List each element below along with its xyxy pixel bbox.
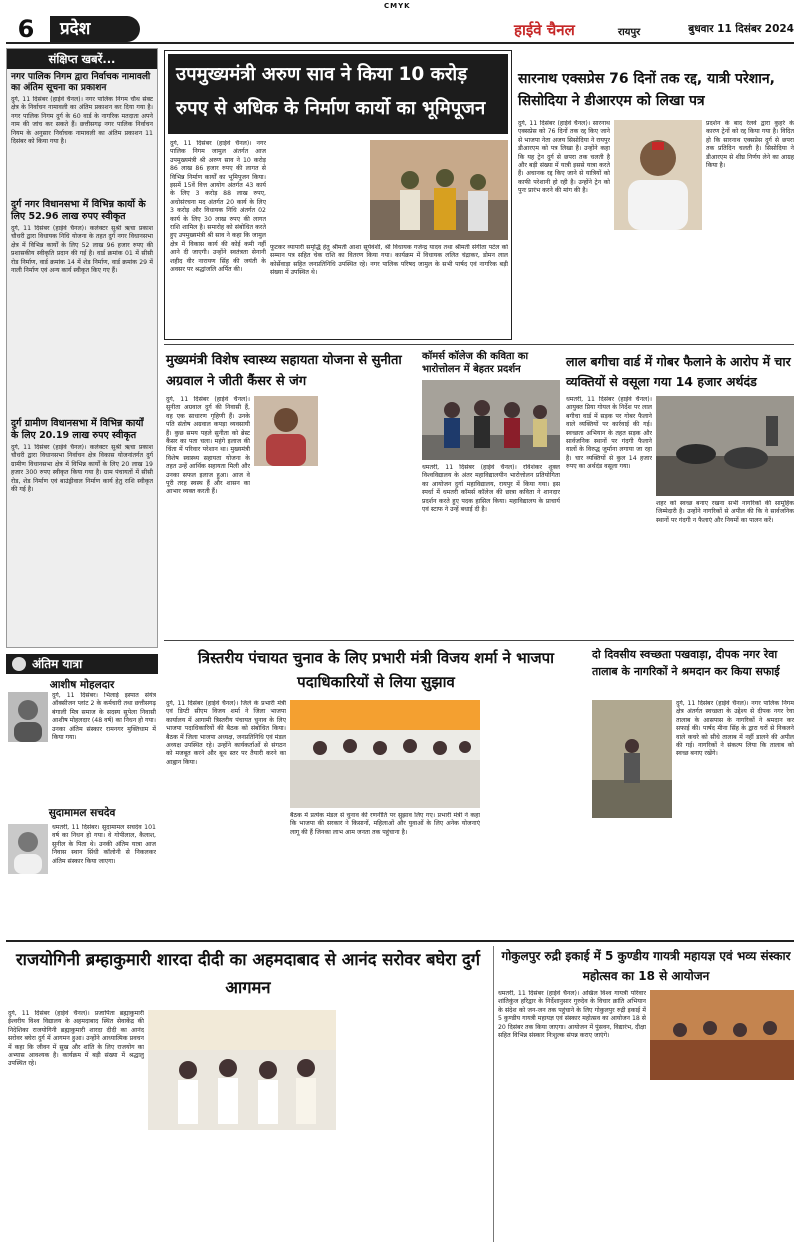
obituary-1-photo	[8, 692, 48, 742]
cleanliness-photo	[592, 700, 672, 818]
poetry-photo	[422, 380, 560, 460]
obituary-2-name: सुदामामल सचदेव	[48, 807, 116, 819]
final-journey-label: अंतिम यात्रा	[32, 657, 83, 671]
obituary-2-photo	[8, 824, 48, 874]
section-tab	[50, 16, 140, 42]
cancer-photo	[254, 396, 318, 466]
final-journey-title	[6, 654, 158, 674]
gayatri-headline: गोकुलपुर रुद्री इकाई में 5 कुण्डीय गायत्री महायज्ञ एवं भव्य संस्कार महोत्सव का 18 से आयोजन	[501, 949, 791, 983]
lead-story-body-3: फूटकर व्यापारी समृद्धि हेतु श्रीमती आशा सूर्यवंशी, श्री विधायक गजेन्द्र यादव तथा श्रीमती संगीता पटेल को सम्मान पत्र सहित चेक राशि का वितरण किया गया। कार्यक्रम में विधायक ललित चंद्राकर, डोमन लाल कोर्सेवाड़ा सहित जनप्रतिनिधि उपस्थित रहे। नगर पालिक परिषद जामुल के सभी पार्षद एवं नागरिक बड़ी संख्या में उपस्थित थे।	[270, 244, 508, 277]
final-journey-icon	[12, 657, 26, 671]
brief-item-1-body: दुर्ग, 11 दिसंबर (हाईवे चैनल)। नगर पालिक निगम चौथ सेक्ट क्षेत्र के निर्वाचन नामावली का अंतिम प्रकाशन कर दिया गया है। नगर पालिक निगम दुर्ग के 60 वार्ड के नागरिक मतदाता अपने नाम की जांच कर सकते हैं। छत्तीसगढ़ नगर पालिक निर्वाचन नियम के अनुसार निर्वाचक नामावली का अंतिम प्रकाशन 11 दिसंबर को किया गया है।	[11, 96, 153, 146]
brief-item-2-headline: दुर्ग नगर विधानसभा में विभिन्न कार्यो के लिए 52.96 लाख रुपए स्वीकृत	[11, 199, 146, 222]
page-number: 6	[17, 15, 35, 43]
brahmakumari-photo	[148, 1010, 336, 1130]
gayatri-body: धमतरी, 11 दिसंबर (हाईवे चैनल)। अखिल विश्व गायत्री परिवार शांतिकुंज हरिद्वार के निर्देशानुसार गुरुदेव के विचार क्रांति अभियान के संदेश को जन-जन तक पहुंचाने के लिए गोकुलपुर रुद्री इकाई में 5 कुण्डीय गायत्री महायज्ञ एवं संस्कार महोत्सव का आयोजन 18 से 20 दिसंबर तक किया जाएगा। आयोजन में पुंसवन, विद्यारंभ, दीक्षा सहित विभिन्न संस्कार निःशुल्क संपन्न कराए जाएंगे।	[498, 990, 646, 1040]
sarnath-body-2: प्रदर्शन के बाद रेलवे द्वारा कुहरे के कारण ट्रेनों को रद्द किया गया है। विदित हो कि सारनाथ एक्सप्रेस दुर्ग से छपरा तक प्रतिदिन चलती है। सिसोदिया ने डीआरएम से शीघ्र निर्णय लेने का आग्रह किया है।	[706, 120, 794, 170]
divider-vertical-bottom	[493, 946, 494, 1242]
gayatri-body-2	[498, 1120, 646, 1240]
divider-top	[164, 344, 794, 345]
divider-mid	[164, 640, 794, 641]
section-name: प्रदेश	[60, 19, 91, 39]
lead-story-body-1: दुर्ग, 11 दिसंबर (हाईवे चैनल)। नगर पालिक निगम जामुल अंतर्गत आज उपमुख्यमंत्री श्री अरुण साव ने 10 करोड़ 86 लाख 86 हजार रुपए की लागत से विभिन्न निर्माण कार्यों का भूमिपूजन किया। इसमें 15वें वित्त आयोग अंतर्गत 43 कार्य के लिए 3 करोड़ 88 लाख रुपए, अधोसंरचना मद अंतर्गत 20 कार्य के लिए 3 करोड़ और विधायक निधि अंतर्गत 02 कार्य के लिए 30 लाख रुपए की लागत राशि शामिल है। समारोह को संबोधित करते हुए उपमुख्यमंत्री श्री साव ने कहा कि जामुल क्षेत्र में विकास कार्य की कोई कमी नहीं आने दी जाएगी। उन्होंने स्वतंत्रता सेनानी शहीद वीर नारायण सिंह की जयंती के अवसर पर श्रद्धांजलि अर्पित की।	[170, 140, 266, 274]
panchayat-headline: त्रिस्तरीय पंचायत चुनाव के लिए प्रभारी मंत्री विजय शर्मा ने भाजपा पदाधिकारियों से लिया सुझाव	[197, 649, 555, 691]
sarnath-photo	[614, 120, 702, 230]
lalbagicha-photo	[656, 396, 794, 496]
brief-item-2-body: दुर्ग, 11 दिसंबर (हाईवे चैनल)। कलेक्टर सुश्री ऋचा प्रकाश चौधरी द्वारा विधायक निधि योजना के तहत दुर्ग नगर विधानसभा क्षेत्र में विभिन्न कार्यों के लिए 52 लाख 96 हजार रुपए की प्रशासकीय स्वीकृति प्रदान की गई है। वार्ड क्रमांक 01 में सीसी रोड निर्माण, वार्ड क्रमांक 14 में शेड निर्माण, वार्ड क्रमांक 29 में नाली निर्माण एवं अन्य कार्य स्वीकृत किए गए हैं।	[11, 225, 153, 275]
divider-bottom	[6, 940, 794, 942]
brahmakumari-body-2	[148, 1134, 336, 1240]
header-bar	[6, 14, 794, 44]
brahmakumari-body-3	[340, 1010, 488, 1240]
header-date: बुधवार 11 दिसंबर 2024	[688, 23, 794, 35]
cancer-body: दुर्ग, 11 दिसंबर (हाईवे चैनल)। सुनीता अग्रवाल दुर्ग की निवासी हैं, वह एक साधारण गृहिणी हैं। उनके पति संतोष अग्रवाल कपड़ा व्यवसायी हैं। कुछ समय पहले सुनीता को ब्रेस्ट कैंसर का पता चला। महंगे इलाज की चिंता में परिवार परेशान था। मुख्यमंत्री विशेष स्वास्थ्य सहायता योजना के तहत उन्हें आर्थिक सहायता मिली और उनका सफल इलाज हुआ। आज वे पूरी तरह स्वस्थ हैं और शासन का आभार व्यक्त करती हैं।	[166, 396, 250, 496]
obituary-1-body: दुर्ग, 11 दिसंबर। भिलाई इस्पात संयंत्र ऑक्सीजन प्लांट 2 के कर्मचारी तथा छत्तीसगढ़ बंगाली मित्र समाज के सदस्य सुपेला निवासी आशीष मोहलदार (48 वर्ष) का निधन हो गया। उनका अंतिम संस्कार रामनगर मुक्तिधाम में किया गया।	[52, 692, 156, 742]
poetry-headline: कॉमर्स कॉलेज की कविता का भारोत्तोलन में बेहतर प्रदर्शन	[422, 351, 529, 375]
poetry-body: धमतरी, 11 दिसंबर (हाईवे चैनल)। रविशंकर शुक्ल विश्वविद्यालय के अंतर महाविद्यालयीन भारोत्तोलन प्रतियोगिता का आयोजन दुर्गा महाविद्यालय, रायपुर में किया गया। इस स्पर्धा में धमतरी कॉमर्स कॉलेज की छात्रा कविता ने शानदार प्रदर्शन करते हुए पदक हासिल किया। महाविद्यालय के प्राचार्य एवं स्टाफ ने उन्हें बधाई दी है।	[422, 464, 560, 514]
panchayat-body-2: बैठक में प्रत्येक मंडल से चुनाव की रणनीति पर सुझाव लिए गए। प्रभारी मंत्री ने कहा कि भाजपा की सरकार ने किसानों, महिलाओं और युवाओं के लिए अनेक योजनाएं लागू की हैं जिनका लाभ आम जनता तक पहुंचाना है।	[290, 812, 480, 836]
cleanliness-headline: दो दिवसीय स्वच्छता पखवाड़ा, दीपक नगर रेवा तालाब के नागरिकों ने श्रमदान कर किया सफाई	[592, 648, 780, 678]
final-journey-box	[6, 654, 158, 938]
cancer-headline: मुख्यमंत्री विशेष स्वास्थ्य सहायता योजना से सुनीता अग्रवाल ने जीती कैंसर से जंग	[166, 353, 402, 389]
brief-news-title: संक्षिप्त खबरें...	[7, 49, 157, 69]
lalbagicha-headline: लाल बगीचा वार्ड में गोबर फैलाने के आरोप में चार व्यक्तियों से वसूला गया 14 हजार अर्थदंड	[566, 354, 791, 389]
lead-headline: उपमुख्यमंत्री अरुण साव ने किया 10 करोड़ रुपए से अधिक के निर्माण कार्यो का भूमिपूजन	[176, 64, 486, 119]
lead-headline-box	[168, 54, 508, 134]
brief-item-3-body: दुर्ग, 11 दिसंबर (हाईवे चैनल)। कलेक्टर सुश्री ऋचा प्रकाश चौधरी द्वारा विधानसभा निर्वाचन क्षेत्र विकास योजनांतर्गत दुर्ग ग्रामीण विधानसभा क्षेत्र में विभिन्न कार्यों के लिए 20 लाख 19 हजार 300 रुपए स्वीकृत किया गया है। ग्राम पंचायतों में सीसी रोड, शेड निर्माण एवं बाउंड्रीवाल निर्माण कार्य हेतु राशि स्वीकृत की गई है।	[11, 444, 153, 494]
gayatri-body-3	[650, 1084, 794, 1240]
gayatri-photo	[650, 990, 794, 1080]
lalbagicha-body-2: शहर को स्वच्छ बनाए रखना सभी नागरिकों की सामूहिक जिम्मेदारी है। उन्होंने नागरिकों से अपील की कि वे सार्वजनिक स्थानों पर गंदगी न फैलाएं और नियमों का पालन करें।	[656, 500, 794, 524]
lead-story-photo	[370, 140, 508, 240]
brahmakumari-headline: राजयोगिनी ब्रम्हाकुमारी शारदा दीदी का अहमदाबाद से आनंद सरोवर बघेरा दुर्ग आगमन	[15, 950, 481, 997]
brief-item-3-headline: दुर्ग ग्रामीण विधानसभा में विभिन्न कार्यों के लिए 20.19 लाख रुपए स्वीकृत	[11, 418, 144, 441]
brand-name: हाईवे चैनल	[514, 21, 575, 39]
cleanliness-body: दुर्ग, 11 दिसंबर (हाईवे चैनल)। नगर पालिक निगम क्षेत्र अंतर्गत स्वच्छता के उद्देश्य से दीपक नगर रेवा तालाब के आसपास के नागरिकों ने श्रमदान कर सफाई की। पार्षद मीना सिंह के द्वारा घरों से निकलने वाले कचरे को सीधे तालाब में नहीं डालने की अपील की गई। नागरिकों ने संकल्प लिया कि तालाब को स्वच्छ बनाए रखेंगे।	[676, 700, 794, 758]
panchayat-body: दुर्ग, 11 दिसंबर (हाईवे चैनल)। जिले के प्रभारी मंत्री एवं डिप्टी सीएम विजय शर्मा ने जिला भाजपा कार्यालय में आगामी त्रिस्तरीय पंचायत चुनाव के लिए भाजपा पदाधिकारियों की बैठक को संबोधित किया। बैठक में जिला भाजपा अध्यक्ष, जनप्रतिनिधि एवं मंडल अध्यक्ष उपस्थित रहे। उन्होंने कार्यकर्ताओं से संगठन को मजबूत करने और बूथ स्तर पर तैयारी करने का आह्वान किया।	[166, 700, 286, 766]
obituary-1-name: आशीष मोहलदार	[49, 679, 115, 691]
cmyk-marker: CMYK	[384, 2, 411, 10]
city-name: रायपुर	[618, 27, 641, 38]
panchayat-photo	[290, 700, 480, 808]
brief-news-box	[6, 48, 158, 648]
cancer-body-2	[322, 396, 416, 636]
sarnath-body-1: दुर्ग, 11 दिसंबर (हाईवे चैनल)। सारनाथ एक्सप्रेस को 76 दिनों तक रद्द किए जाने से भाजपा नेता अजय सिसोदिया ने रायपुर डीआरएम को पत्र लिखा है। उन्होंने कहा कि यह ट्रेन दुर्ग से छपरा तक चलती है और बड़ी संख्या में यात्री इससे यात्रा करते हैं। अचानक रद्द किए जाने से यात्रियों को काफी परेशानी हो रही है। उन्होंने ट्रेन को पुनः प्रारंभ करने की मांग की है।	[518, 120, 610, 195]
obituary-2-body: धमतरी, 11 दिसंबर। सुदामामल सचदेव 101 वर्ष का निधन हो गया। वे गोपीलाल, कैलाश, सुनील के पिता थे। उनकी अंतिम यात्रा आज निवास स्थान सिंधी कॉलोनी से निकलकर अंतिम संस्कार किया जाएगा।	[52, 824, 156, 865]
sarnath-headline: सारनाथ एक्सप्रेस 76 दिनों तक रद्द, यात्री परेशान, सिसोदिया ने डीआरएम को लिखा पत्र	[518, 71, 775, 109]
panchayat-body-3	[484, 700, 584, 932]
brief-item-1-headline: नगर पालिक निगम द्वारा निर्वाचक नामावली का अंतिम सूचना का प्रकाशन	[11, 72, 151, 93]
lead-story-body-2	[270, 140, 366, 240]
lalbagicha-body: धमतरी, 11 दिसंबर (हाईवे चैनल)। आयुक्त प्रिया गोयल के निर्देश पर लाल बगीचा वार्ड में सड़क पर गोबर फैलाने वाले व्यक्तियों पर कार्रवाई की गई। स्वच्छता अभियान के तहत सड़क और सार्वजनिक स्थानों पर गंदगी फैलाने वालों के विरुद्ध जुर्माना लगाया जा रहा है। चार व्यक्तियों से कुल 14 हजार रुपए का अर्थदंड वसूला गया।	[566, 396, 652, 471]
brahmakumari-body: दुर्ग, 11 दिसंबर (हाईवे चैनल)। प्रजापिता ब्रह्माकुमारी ईश्वरीय विश्व विद्यालय के अहमदाबाद स्थित सेवाकेंद्र की निदेशिका राजयोगिनी ब्रह्माकुमारी शारदा दीदी का आनंद सरोवर बघेरा दुर्ग में आगमन हुआ। उन्होंने आध्यात्मिक प्रवचन में कहा कि जीवन में सुख और शांति के लिए राजयोग का अभ्यास आवश्यक है। कार्यक्रम में बड़ी संख्या में श्रद्धालु उपस्थित रहे।	[8, 1010, 144, 1068]
